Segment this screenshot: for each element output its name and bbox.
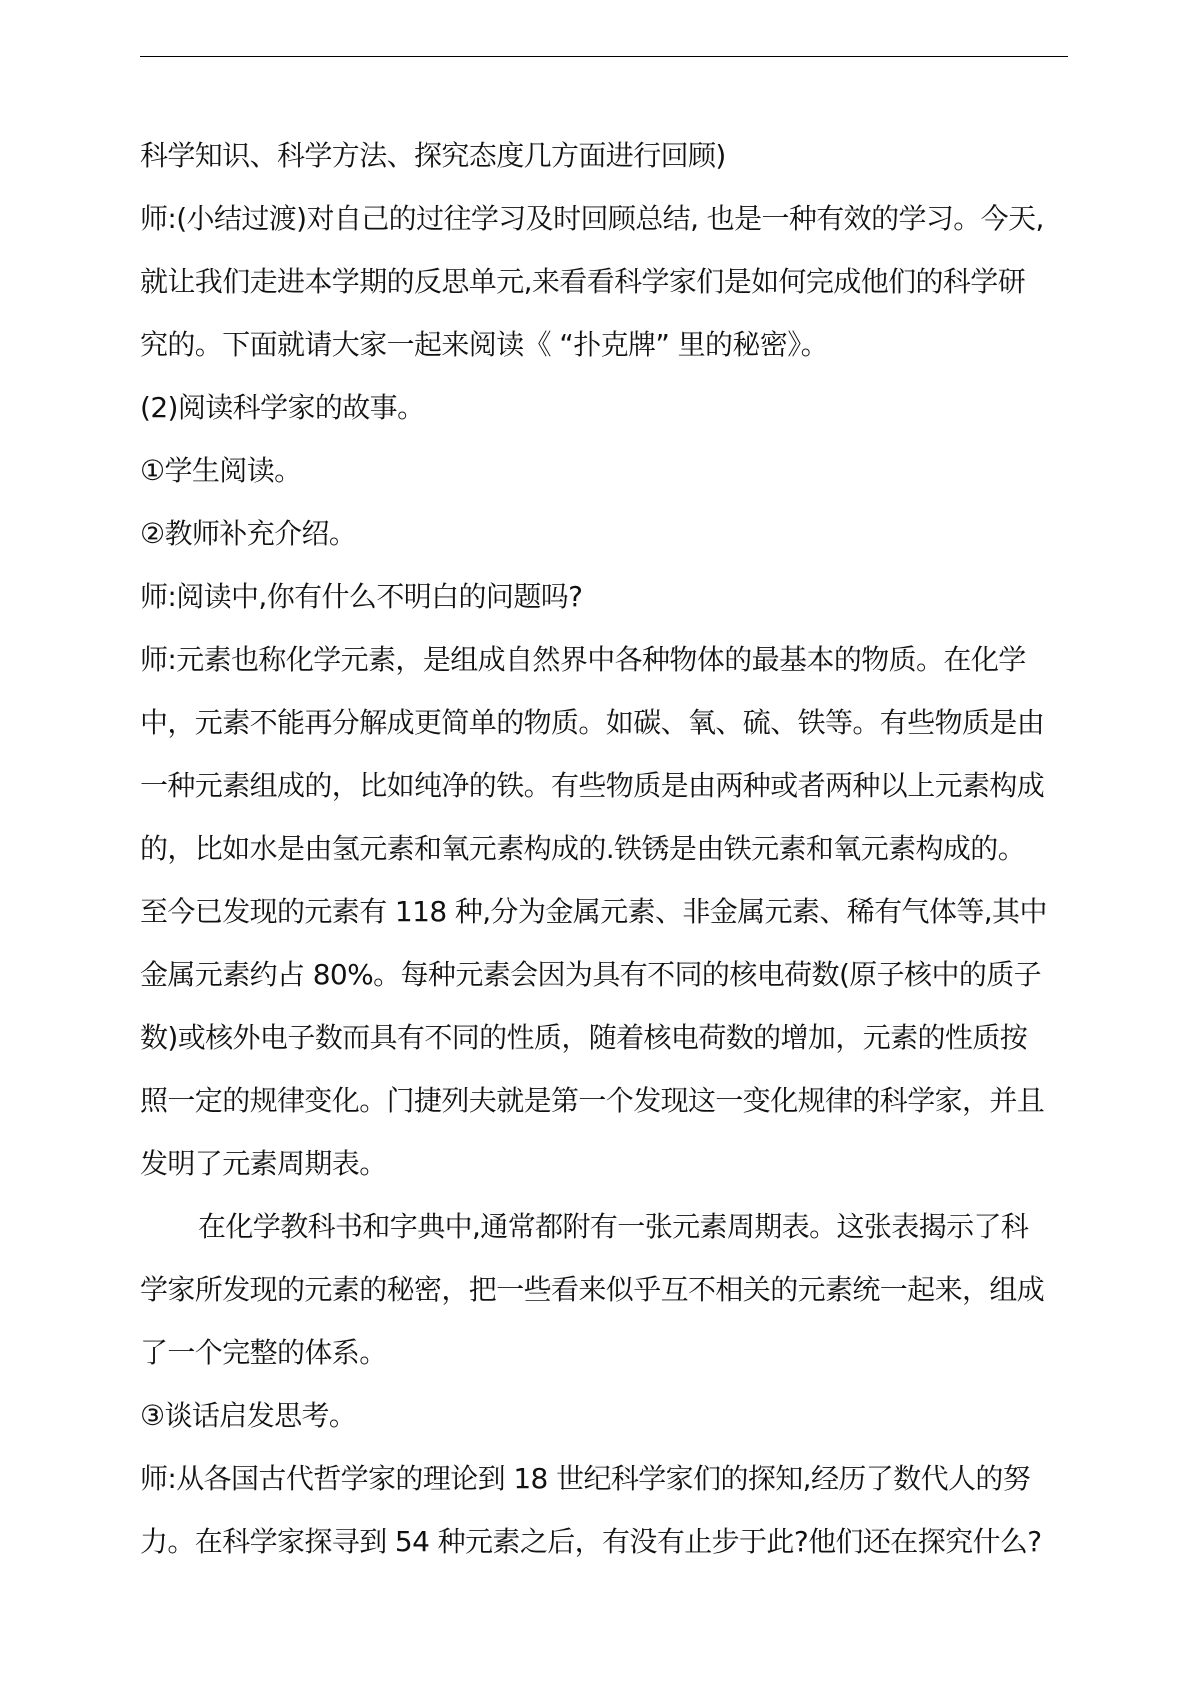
text-line: 照一定的规律变化。门捷列夫就是第一个发现这一变化规律的科学家，并且: [140, 1084, 1045, 1117]
text-line: 师:(小结过渡)对自己的过往学习及时回顾总结, 也是一种有效的学习。今天,: [140, 202, 1044, 235]
text-line: 学家所发现的元素的秘密，把一些看来似乎互不相关的元素统一起来，组成: [140, 1273, 1045, 1306]
text-line: 究的。下面就请大家一起来阅读《 “扑克牌” 里的秘密》。: [140, 328, 829, 361]
step-item: ②教师补充介绍。: [140, 517, 357, 550]
header-rule: [140, 56, 1068, 57]
paragraph-indented-line: 在化学教科书和字典中,通常都附有一张元素周期表。这张表揭示了科: [198, 1210, 1029, 1243]
text-line: 发明了元素周期表。: [140, 1147, 387, 1180]
text-line: 数)或核外电子数而具有不同的性质，随着核电荷数的增加，元素的性质按: [140, 1021, 1028, 1054]
section-heading: (2)阅读科学家的故事。: [140, 391, 425, 424]
document-body: [140, 124, 1070, 1573]
text-line: 师:元素也称化学元素，是组成自然界中各种物体的最基本的物质。在化学: [140, 643, 1026, 676]
text-line: 至今已发现的元素有 118 种,分为金属元素、非金属元素、稀有气体等,其中: [140, 895, 1047, 928]
step-item: ③谈话启发思考。: [140, 1399, 357, 1432]
text-line: 就让我们走进本学期的反思单元,来看看科学家们是如何完成他们的科学研: [140, 265, 1026, 298]
text-line: 力。在科学家探寻到 54 种元素之后，有没有止步于此?他们还在探究什么?: [140, 1525, 1042, 1558]
text-line: 了一个完整的体系。: [140, 1336, 387, 1369]
step-item: ①学生阅读。: [140, 454, 302, 487]
text-line: 金属元素约占 80%。每种元素会因为具有不同的核电荷数(原子核中的质子: [140, 958, 1042, 991]
text-line: 一种元素组成的，比如纯净的铁。有些物质是由两种或者两种以上元素构成: [140, 769, 1045, 802]
text-line: 中，元素不能再分解成更简单的物质。如碳、氧、硫、铁等。有些物质是由: [140, 706, 1045, 739]
text-line: 科学知识、科学方法、探究态度几方面进行回顾): [140, 139, 726, 172]
text-line: 的，比如水是由氢元素和氧元素构成的.铁锈是由铁元素和氧元素构成的。: [140, 832, 1026, 865]
text-line: 师:阅读中,你有什么不明白的问题吗?: [140, 580, 583, 613]
text-line: 师:从各国古代哲学家的理论到 18 世纪科学家们的探知,经历了数代人的努: [140, 1462, 1031, 1495]
